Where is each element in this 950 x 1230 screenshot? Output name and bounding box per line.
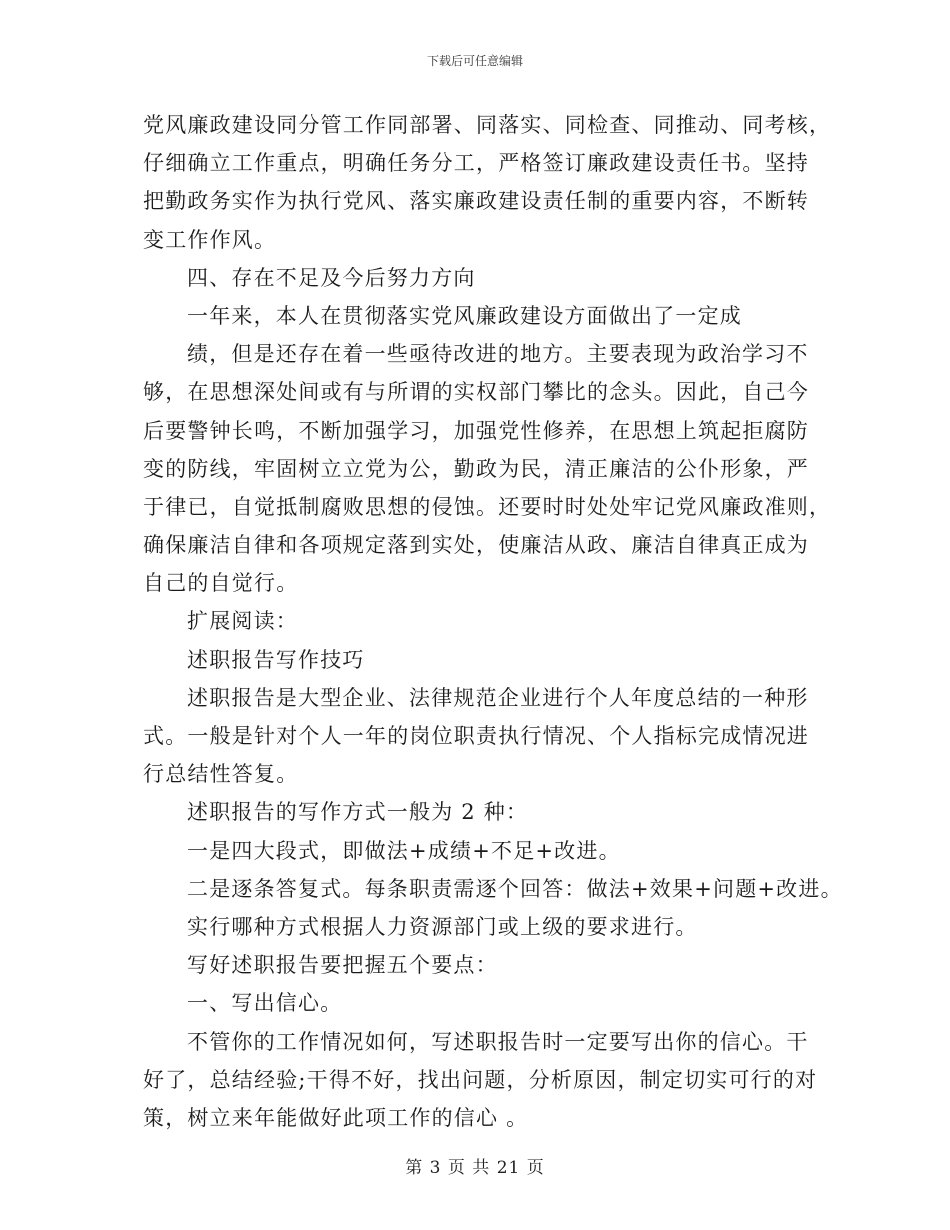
- text-line: 一是四大段式，即做法+成绩+不足+改进。: [187, 838, 621, 863]
- text-line: 把勤政务实作为执行党风、落实廉政建设责任制的重要内容，不断转: [143, 189, 809, 214]
- text-line: 一年来，本人在贯彻落实党风廉政建设方面做出了一定成: [187, 303, 742, 328]
- text-line: 变的防线，牢固树立立党为公，勤政为民，清正廉洁的公仆形象，严: [143, 456, 809, 481]
- text-line: 策，树立来年能做好此项工作的信心 。: [143, 1105, 529, 1130]
- text-line: 党风廉政建设同分管工作同部署、同落实、同检查、同推动、同考核，: [143, 113, 832, 137]
- text-line: 后要警钟长鸣，不断加强学习，加强党性修养，在思想上筑起拒腐防: [143, 418, 809, 443]
- document-body: [143, 106, 843, 1137]
- text-line: 不管你的工作情况如何，写述职报告时一定要写出你的信心。干: [187, 1029, 809, 1054]
- text-line: 实行哪种方式根据人力资源部门或上级的要求进行。: [187, 914, 698, 939]
- text-line: 扩展阅读：: [187, 609, 298, 634]
- text-line: 行总结性答复。: [143, 762, 299, 787]
- page-footer: 第 3 页 共 21 页: [405, 1158, 545, 1178]
- text-line: 仔细确立工作重点，明确任务分工，严格签订廉政建设责任书。坚持: [143, 151, 809, 176]
- text-line: 变工作作风。: [143, 227, 277, 252]
- text-line: 述职报告是大型企业、法律规范企业进行个人年度总结的一种形: [187, 685, 809, 710]
- text-line: 式。一般是针对个人一年的岗位职责执行情况、个人指标完成情况进: [143, 724, 809, 748]
- text-line: 于律已，自觉抵制腐败思想的侵蚀。还要时时处处牢记党风廉政准则，: [143, 494, 832, 519]
- text-line: 够，在思想深处间或有与所谓的实权部门攀比的念头。因此，自己今: [143, 380, 809, 405]
- text-line: 好了，总结经验;干得不好，找出问题，分析原因，制定切实可行的对: [143, 1067, 818, 1092]
- text-line: 绩，但是还存在着一些亟待改进的地方。主要表现为政治学习不: [187, 342, 809, 367]
- text-line: 二是逐条答复式。每条职责需逐个回答：做法+效果+问题+改进。: [187, 876, 843, 901]
- text-line: 确保廉洁自律和各项规定落到实处，使廉洁从政、廉洁自律真正成为: [143, 533, 809, 558]
- text-line: 述职报告写作技巧: [187, 647, 365, 672]
- text-line: 一、写出信心。: [187, 991, 343, 1016]
- text-line: 四、存在不足及今后努力方向: [187, 265, 476, 290]
- text-line: 自己的自觉行。: [143, 571, 299, 596]
- text-line: 写好述职报告要把握五个要点：: [187, 953, 498, 978]
- text-line: 述职报告的写作方式一般为 2 种：: [187, 800, 529, 825]
- page-header: 下载后可任意编辑: [426, 54, 523, 68]
